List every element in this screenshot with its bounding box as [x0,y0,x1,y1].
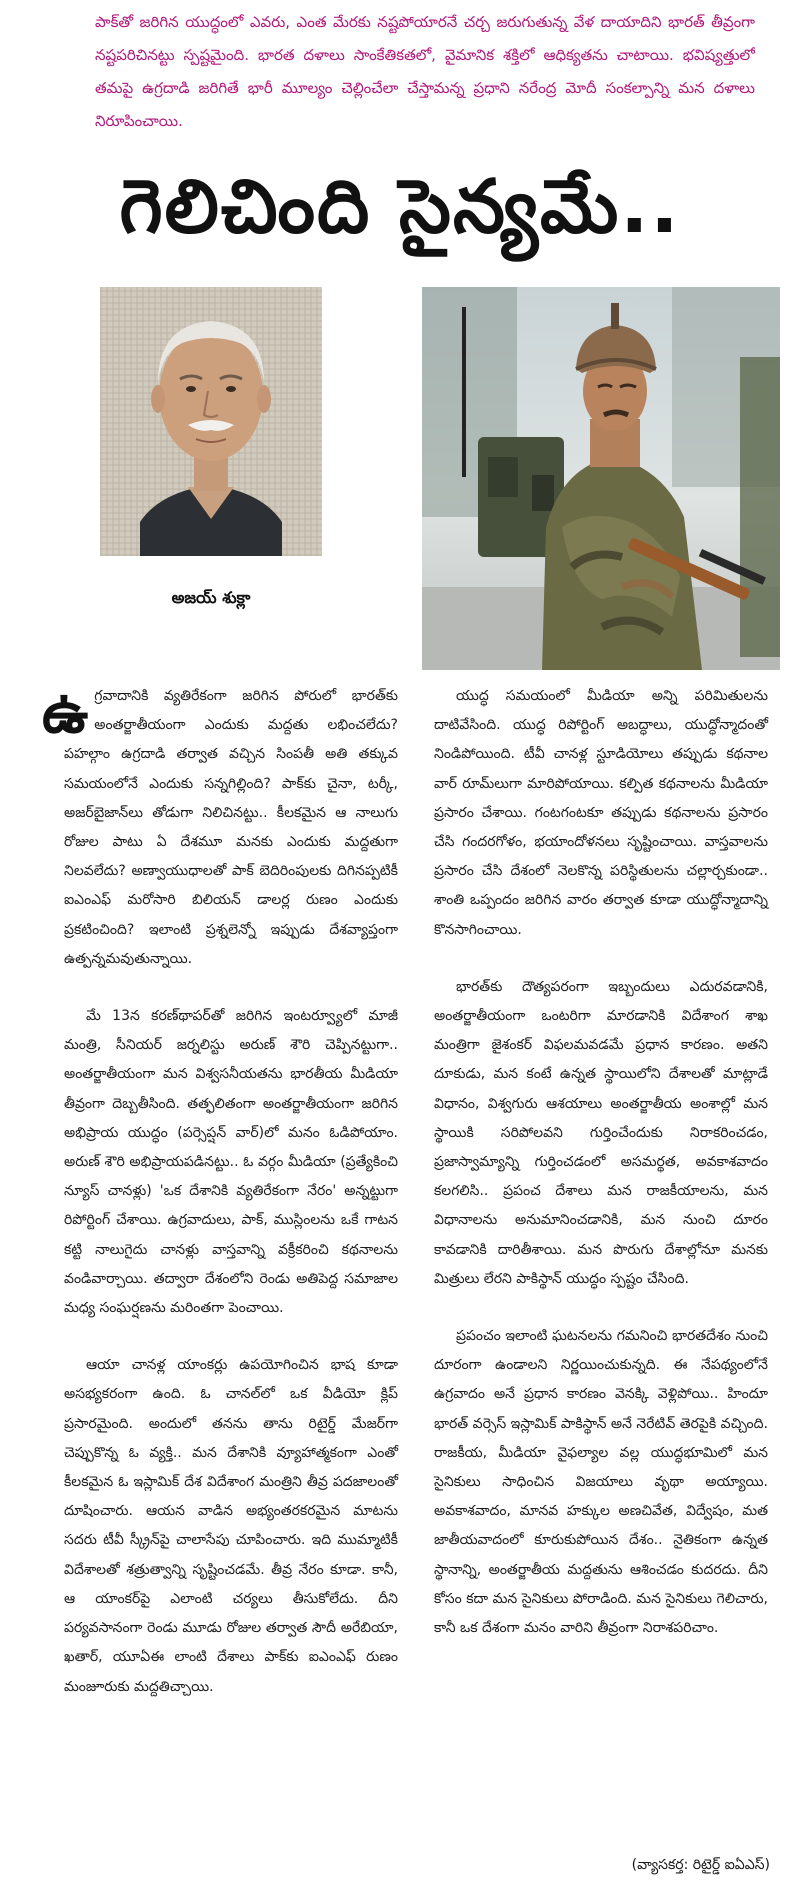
author-photo [100,287,322,556]
author-byline: అజయ్ శుక్లా [171,588,251,607]
soldier-photo [422,287,780,670]
article-paragraph: భారత్‌కు దౌత్యపరంగా ఇబ్బందులు ఎదురవడానికి, అంతర్జాతీయంగా ఒంటరిగా మారడానికి విదేశాంగ శాఖ మంత్రిగా జైశంకర్ విఫలమవడమే ప్రధాన కారణం. అతని దూకుడు, మన కంటే ఉన్నత స్థాయిలోని దేశాలతో మాట్లాడే విధానం, విశ్వగురు ఆశయాలు అంతర్జాతీయ అంశాల్లో మన స్థాయికి సరిపోలవని గుర్తించేందుకు నిరాకరించడం, ప్రజాస్వామ్యాన్ని గుర్తించడంలో అసమర్థత, అవకాశవాదం కలగలిసి.. ప్రపంచ దేశాలు మన రాజకీయాలను, మన విధానాలను అనుమానించడానికి, మన నుంచి దూరం కావడానికి దారితీశాయి. మన పొరుగు దేశాల్లోనూ మనకు మిత్రులు లేరని పాకిస్థాన్ యుద్ధం స్పష్టం చేసింది. [434,978,768,1287]
article-paragraph: ప్రపంచం ఇలాంటి ఘటనలను గమనించి భారతదేశం నుంచి దూరంగా ఉండాలని నిర్ణయించుకున్నది. ఈ నేపథ్యంలోనే ఉగ్రవాదం అనే ప్రధాన కారణం వెనక్కి వెళ్లిపోయి.. హిందూ భారత్ వర్సెస్ ఇస్లామిక్ పాకిస్థాన్ అనే నెరేటివ్ తెరపైకి వచ్చింది. రాజకీయ, మీడియా వైఫల్యాల వల్ల యుద్ధభూమిలో మన సైనికులు సాధించిన విజయాలు వృథా అయ్యాయి. అవకాశవాదం, మానవ హక్కుల అణచివేత, విద్వేషం, మత జాతీయవాదంలో కూరుకుపోయిన దేశం.. నైతికంగా ఉన్నత స్థానాన్ని, అంతర్జాతీయ మద్దతును ఆశించడం కుదరదు. దీని కోసం కదా మన సైనికులు పోరాడింది. మన సైనికులు గెలిచారు, కానీ ఒక దేశంగా మనం వారిని తీవ్రంగా నిరాశపరిచాం. [434,1328,768,1637]
article-paragraph: ఆయా చానళ్ల యాంకర్లు ఉపయోగించిన భాష కూడా అసభ్యకరంగా ఉంది. ఓ చానల్‌లో ఒక వీడియో క్లిప్ ప్రసారమైంది. అందులో తనను తాను రిటైర్డ్ మేజర్‌గా చెప్పుకొన్న ఓ వ్యక్తి.. మన దేశానికి వ్యూహాత్మకంగా ఎంతో కీలకమైన ఓ ఇస్లామిక్ దేశ విదేశాంగ మంత్రిని తీవ్ర పదజాలంతో దూషించారు. ఆయన వాడిన అభ్యంతరకరమైన మాటను సదరు టీవీ స్క్రీన్‌పై చాలాసేపు చూపించారు. ఇది ముమ్మాటికీ విదేశాలతో శత్రుత్వాన్ని సృష్టించడమే. తీవ్ర నేరం కూడా. కానీ, ఆ యాంకర్‌పై ఎలాంటి చర్యలు తీసుకోలేదు. దీని పర్యవసానంగా రెండు మూడు రోజుల తర్వాత సౌదీ అరేబియా, ఖతార్, యూఏఈ లాంటి దేశాలు పాక్‌కు ఐఎంఎఫ్ రుణం మంజూరుకు మద్దతిచ్చాయి. [64,1357,398,1695]
article-paragraph: మే 13న కరణ్‌థాపర్‌తో జరిగిన ఇంటర్వ్యూలో మాజీ మంత్రి, సీనియర్ జర్నలిస్టు అరుణ్ శౌరి చెప్పినట్టుగా.. అంతర్జాతీయంగా మన విశ్వసనీయతను భారతీయ మీడియా తీవ్రంగా దెబ్బతీసింది. తత్ఫలితంగా అంతర్జాతీయంగా జరిగిన అభిప్రాయ యుద్ధం (పర్సెప్షన్ వార్)లో మనం ఓడిపోయాం. అరుణ్ శౌరి అభిప్రాయపడినట్టు.. ఓ వర్గం మీడియా (ప్రత్యేకించి న్యూస్ చానళ్లు) 'ఒక దేశానికి వ్యతిరేకంగా నేరం' అన్నట్టుగా రిపోర్టింగ్ చేశాయి. ఉగ్రవాదులు, పాక్, ముస్లింలను ఒకే గాటన కట్టి నాలుగైదు చానళ్లు వాస్తవాన్ని వక్రీకరించి కథనాలను వండివార్చాయి. తద్వారా దేశంలోని రెండు అతిపెద్ద సమాజాల మధ్య సంఘర్షణను మరింతగా పెంచాయి. [64,1008,398,1317]
article-paragraph [42,678,398,974]
article-paragraph-text: గ్రవాదానికి వ్యతిరేకంగా జరిగిన పోరులో భారత్‌కు అంతర్జాతీయంగా ఎందుకు మద్దతు లభించలేదు? పహల్గాం ఉగ్రదాడి తర్వాత వచ్చిన సింపతీ అతి తక్కువ సమయంలోనే ఎందుకు సన్నగిల్లింది? పాక్‌కు చైనా, టర్కీ, అజర్‌బైజాన్‌లు తోడుగా నిలిచినట్టు.. కీలకమైన ఆ నాలుగు రోజుల పాటు ఏ దేశమూ మనకు ఎందుకు మద్దతుగా నిలవలేదు? అణ్వాయుధాలతో పాక్ బెదిరింపులకు దిగినప్పటికీ ఐఎంఎఫ్ మరోసారి బిలియన్ డాలర్ల రుణం ఎందుకు ప్రకటించింది? ఇలాంటి ప్రశ్నలెన్నో ఇప్పుడు దేశవ్యాప్తంగా ఉత్పన్నమవుతున్నాయి. [64,688,398,967]
article-paragraph: యుద్ధ సమయంలో మీడియా అన్ని పరిమితులను దాటివేసింది. యుద్ధ రిపోర్టింగ్ అబద్ధాలు, యుద్ధోన్మాదంతో నిండిపోయింది. టీవీ చానళ్ల స్టూడియోలు తప్పుడు కథనాల వార్ రూమ్‌లుగా మారిపోయాయి. కల్పిత కథనాలను మీడియా ప్రసారం చేశాయి. గంటగంటకూ తప్పుడు కథనాలను ప్రసారం చేసి గందరగోళం, భయాందోళనలు సృష్టించాయి. వాస్తవాలను ప్రసారం చేసి దేశంలో నెలకొన్న పరిస్థితులను చల్లార్చకుండా.. శాంతి ఒప్పందం జరిగిన వారం తర్వాత కూడా యుద్ధోన్మాదాన్ని కొనసాగించాయి. [434,688,768,938]
drop-cap: ఉ [42,678,89,746]
article-column-right [434,682,768,1671]
author-credit-note: (వ్యాసకర్త: రిటైర్డ్ ఐఏఎస్) [631,1857,770,1873]
headline: గెలిచింది సైన్యమే.. [119,164,681,250]
article-column-left [42,678,398,1730]
intro-paragraph: పాక్‌తో జరిగిన యుద్ధంలో ఎవరు, ఎంత మేరకు నష్టపోయారనే చర్చ జరుగుతున్న వేళ దాయాదిని భారత్ తీవ్రంగా నష్టపరిచినట్టు స్పష్టమైంది. భారత దళాలు సాంకేతికతలో, వైమానిక శక్తిలో ఆధిక్యతను చాటాయి. భవిష్యత్తులో తమపై ఉగ్రదాడి జరిగితే భారీ మూల్యం చెల్లించేలా చేస్తామన్న ప్రధాని నరేంద్ర మోదీ సంకల్పాన్ని మన దళాలు నిరూపించాయి. [95,13,755,130]
